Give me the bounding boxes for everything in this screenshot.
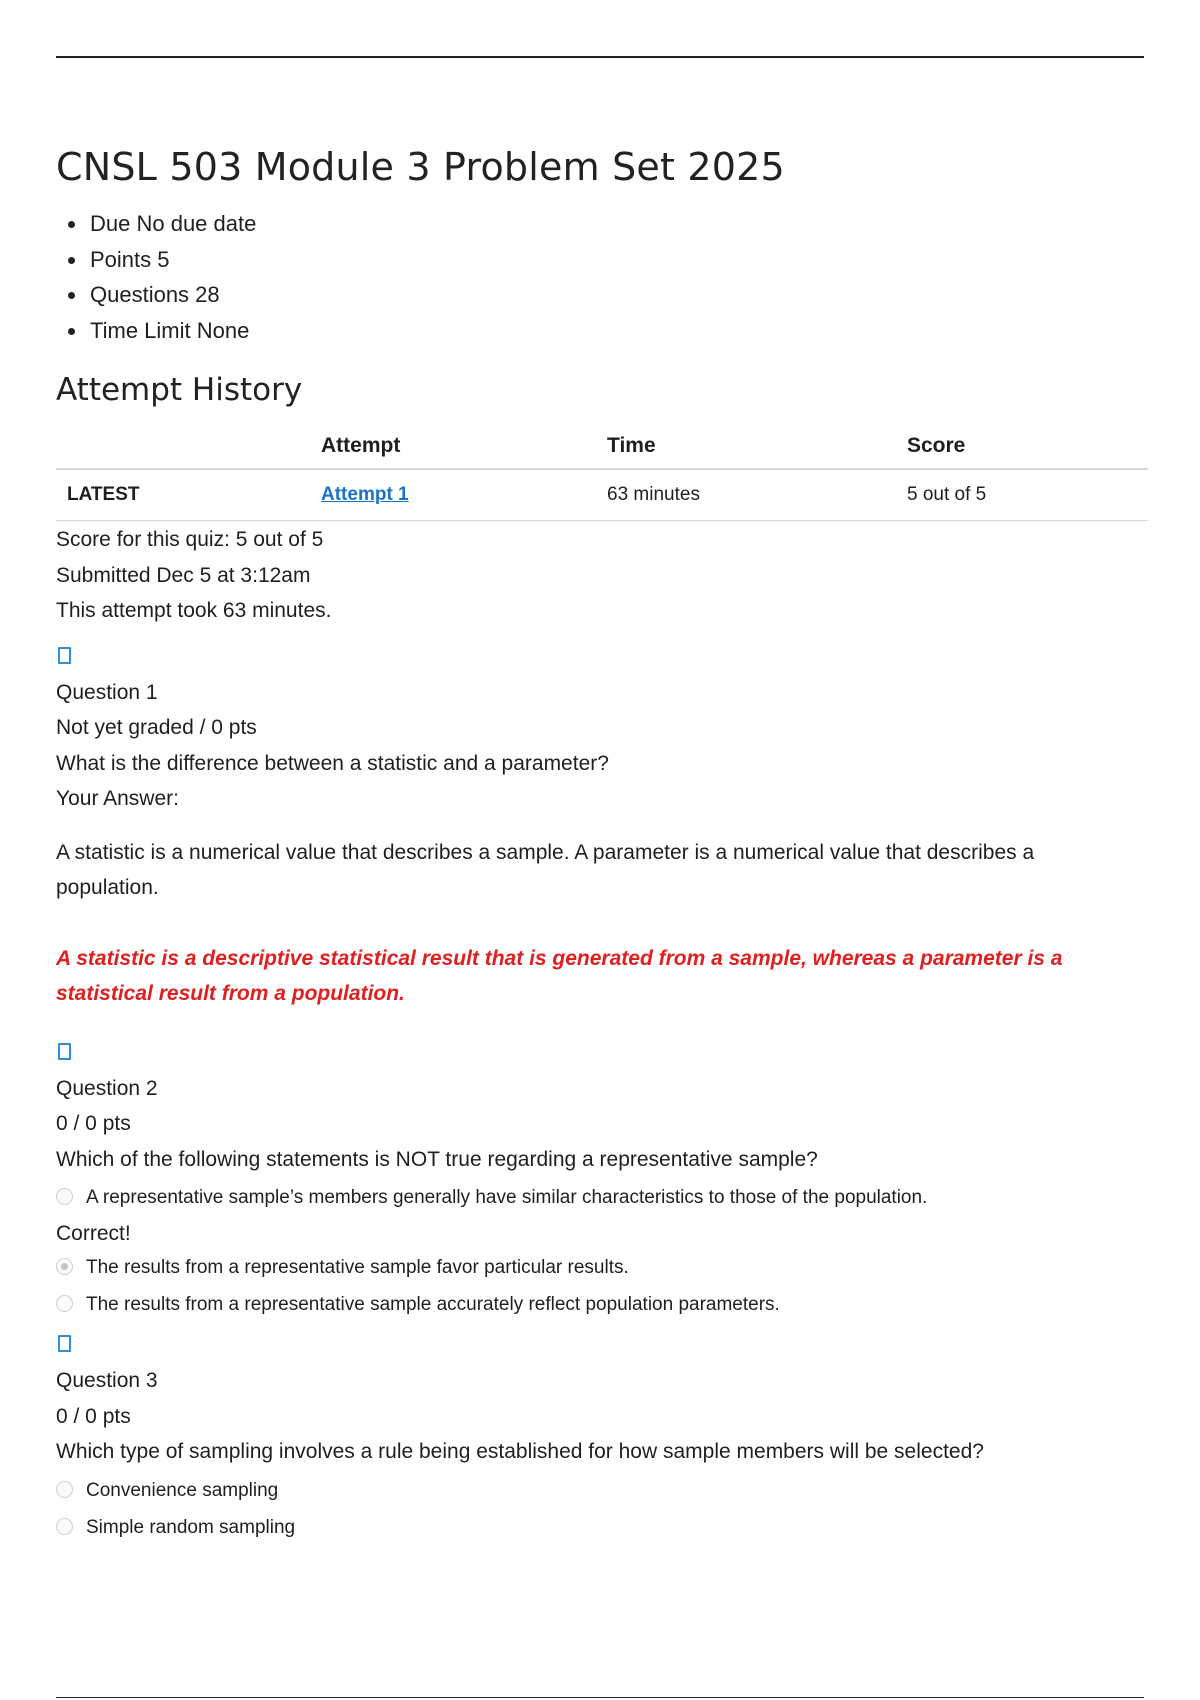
question-number: Question 1 [56,680,158,704]
question-prompt: Which type of sampling involves a rule being established for how sample members will be selected? [56,1440,984,1463]
answer-option[interactable]: The results from a representative sample accurately reflect population parameters. [56,1286,1148,1323]
bullet-icon [68,257,75,264]
bullet-icon [68,292,75,299]
quiz-detail-points: Points 5 [56,242,1148,278]
top-divider [56,56,1144,58]
quiz-details-list [56,206,1148,348]
column-header-attempt: Attempt [321,424,607,469]
column-header-time: Time [607,424,907,469]
column-header-score: Score [907,424,1148,469]
bottom-divider [56,1697,1144,1698]
page-title: CNSL 503 Module 3 Problem Set 2025 [56,145,785,189]
question-number: Question 3 [56,1369,158,1392]
question-number: Question 2 [56,1076,158,1100]
flag-question-icon[interactable] [58,1043,71,1060]
quiz-summary [56,522,1148,629]
question-2 [56,1037,1148,1324]
flag-question-icon[interactable] [58,647,71,664]
question-prompt: Which of the following statements is NOT true regarding a representative sample? [56,1147,818,1171]
instructor-feedback: A statistic is a descriptive statistical result that is generated from a sample, whereas a parameter is a statistical result from a population. [56,946,1063,1005]
attempt-1-link[interactable]: Attempt 1 [321,484,409,505]
answer-option-selected[interactable]: The results from a representative sample favor particular results. [56,1249,1148,1286]
quiz-page [56,142,1148,1546]
attempt-score: 5 out of 5 [907,469,1148,521]
attempt-history-heading: Attempt History [56,372,303,408]
answer-option[interactable]: Convenience sampling [56,1472,1148,1509]
question-points: 0 / 0 pts [56,1112,131,1135]
bullet-icon [68,221,75,228]
answer-option[interactable]: Simple random sampling [56,1509,1148,1546]
question-prompt: What is the difference between a statistic and a parameter? [56,751,609,775]
table-row [56,469,1148,521]
your-answer-label: Your Answer: [56,787,179,810]
attempt-time: 63 minutes [607,469,907,521]
radio-button[interactable] [56,1518,73,1535]
correct-answer-label: Correct! [56,1222,131,1245]
quiz-detail-questions: Questions 28 [56,277,1148,313]
radio-button[interactable] [56,1295,73,1312]
quiz-detail-due: Due No due date [56,206,1148,242]
attempt-history-table [56,424,1148,521]
answer-option[interactable]: A representative sample’s members generally have similar characteristics to those of the population. [56,1179,1148,1216]
latest-label: LATEST [56,469,321,521]
radio-button[interactable] [56,1188,73,1205]
student-answer: A statistic is a numerical value that describes a sample. A parameter is a numerical value that describes a population. [56,840,1035,899]
column-header-blank [56,424,321,469]
radio-button[interactable] [56,1481,73,1498]
question-points: Not yet graded / 0 pts [56,716,257,739]
duration-text: This attempt took 63 minutes. [56,599,332,622]
bullet-icon [68,328,75,335]
question-1 [56,641,1148,1011]
table-header-row [56,424,1148,469]
question-points: 0 / 0 pts [56,1404,131,1428]
quiz-detail-time-limit: Time Limit None [56,313,1148,349]
quiz-score-text: Score for this quiz: 5 out of 5 [56,528,324,551]
radio-button-selected[interactable] [56,1258,73,1275]
question-3 [56,1329,1148,1546]
submitted-text: Submitted Dec 5 at 3:12am [56,563,311,587]
flag-question-icon[interactable] [58,1335,71,1352]
